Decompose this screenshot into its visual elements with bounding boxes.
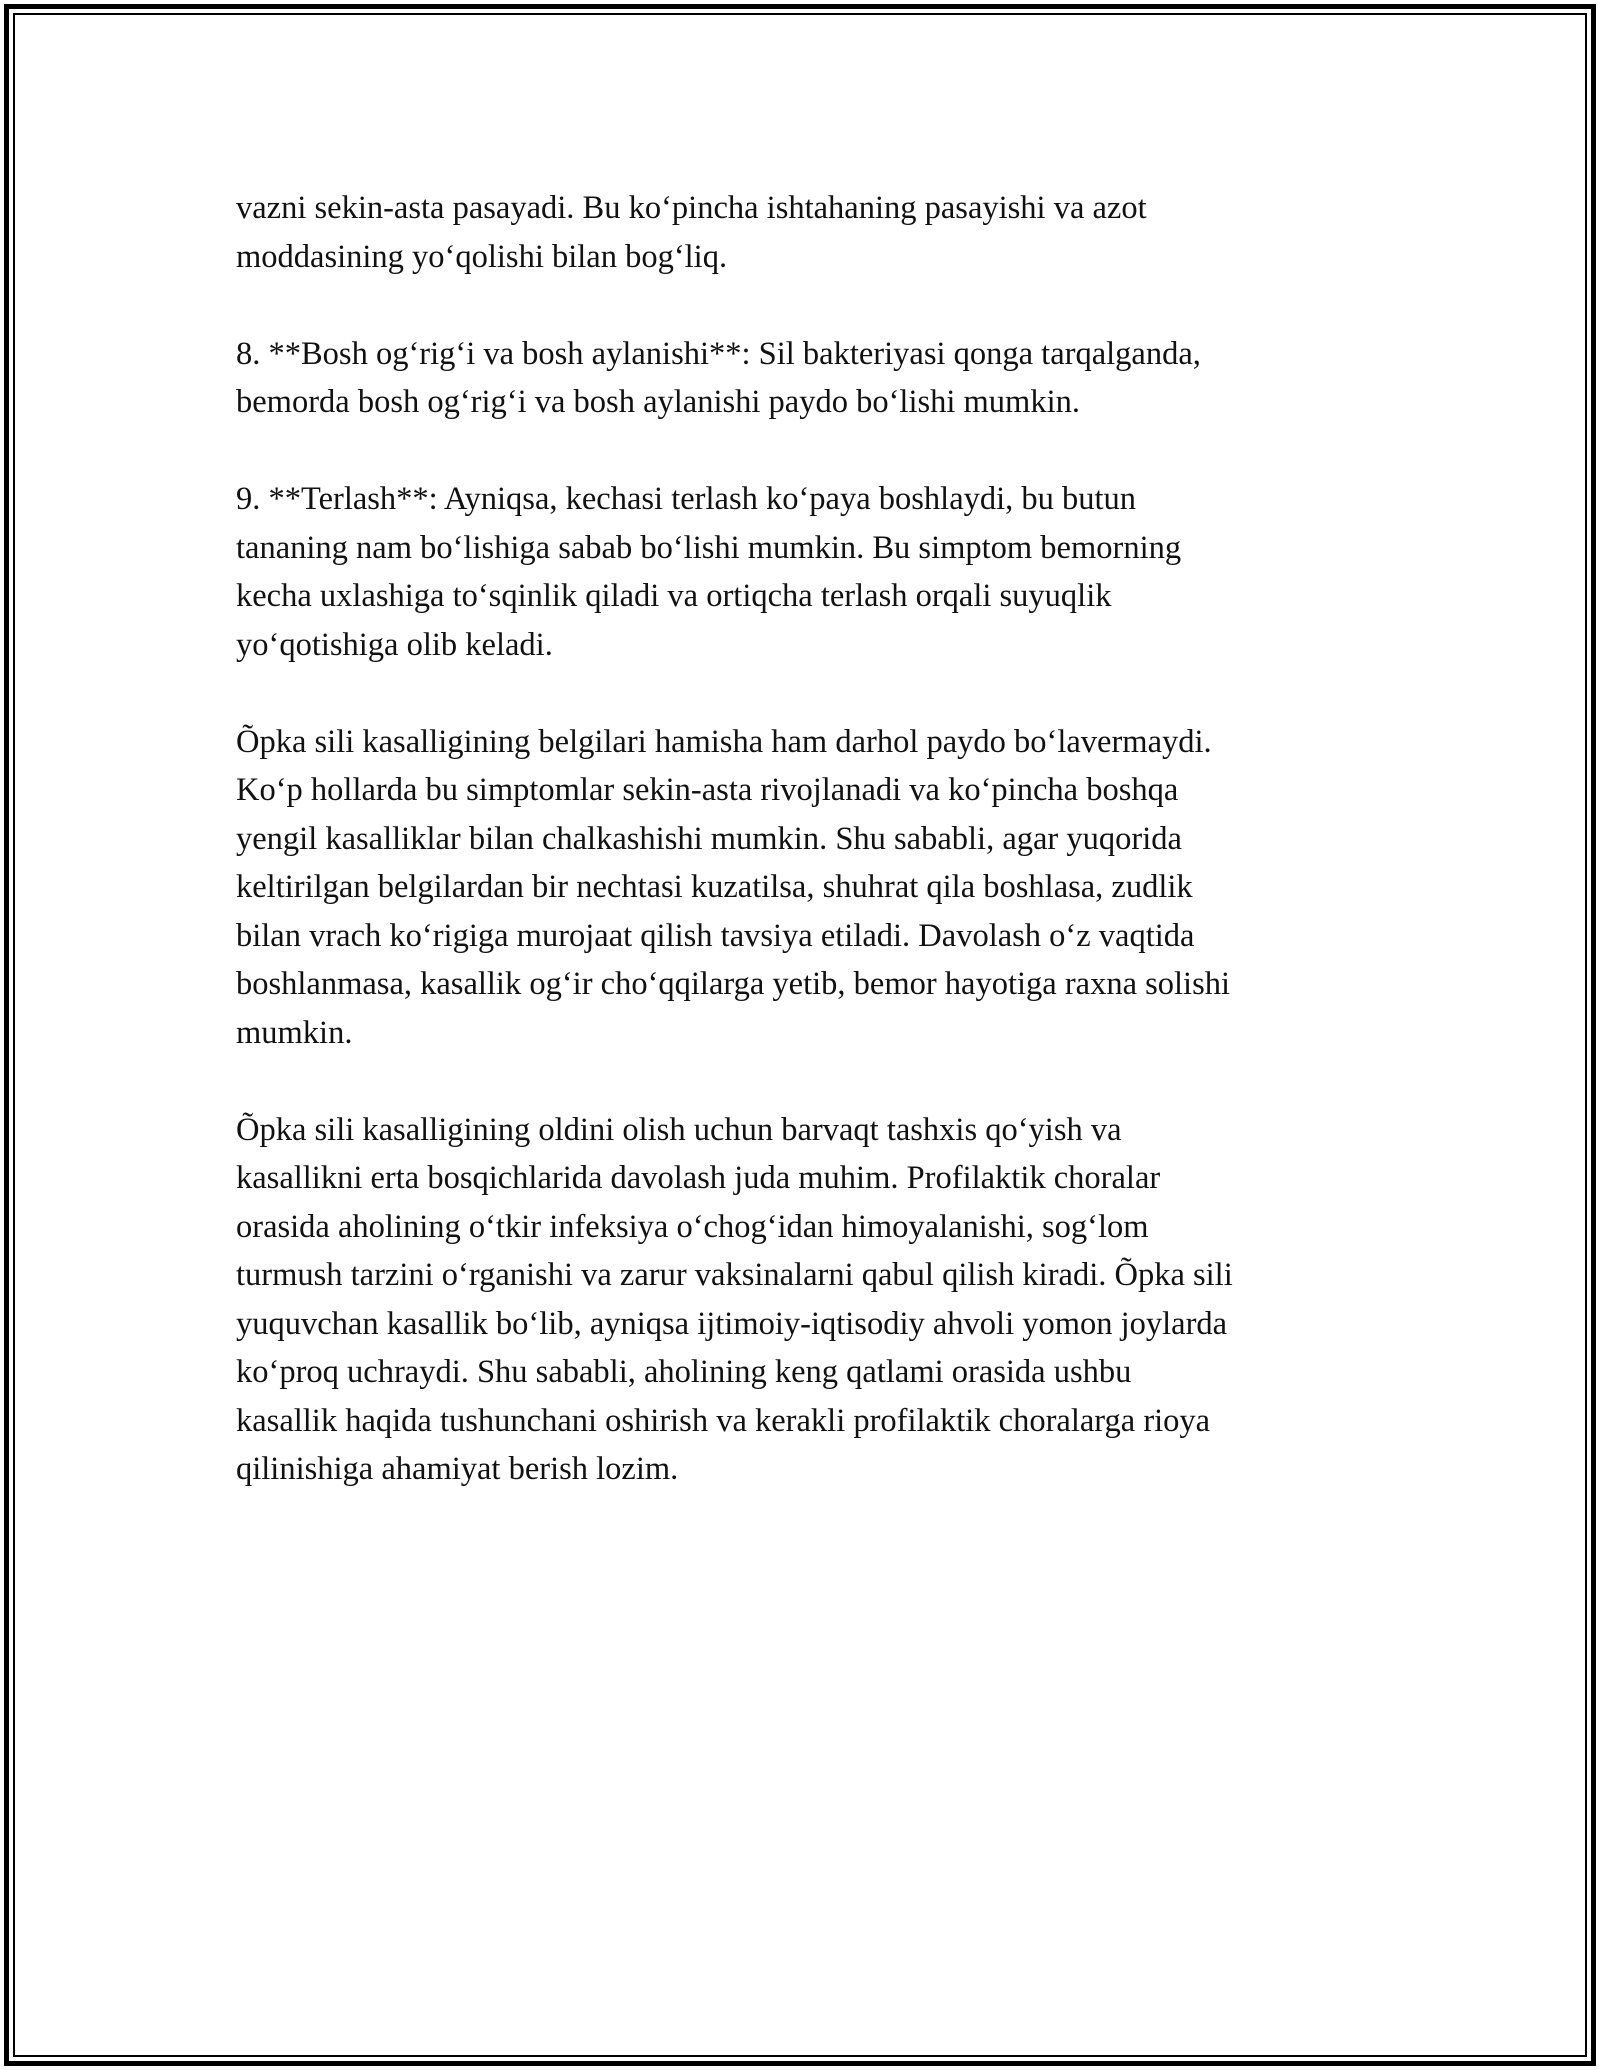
paragraph-sweating: 9. **Terlash**: Ayniqsa, kechasi terlash ko‘paya boshlaydi, bu butun tananing nam bo‘lishiga sabab bo‘lishi mumkin. Bu simptom bemorning kecha uxlashiga to‘sqinlik qiladi va ortiqcha terlash orqali suyuqlik yo‘qotishiga olib keladi.	[236, 481, 1182, 663]
paragraph-prevention: Õpka sili kasalligining oldini olish uchun barvaqt tashxis qo‘yish va kasallikni erta bosqichlarida davolash juda muhim. Profilaktik choralar orasida aholining o‘tkir infeksiya o‘chog‘idan himoyalanishi, sog‘lom turmush tarzini o‘rganishi va zarur vaksinalarni qabul qilish kiradi. Õpka sili yuquvchan kasallik bo‘lib, ayniqsa ijtimoiy-iqtisodiy ahvoli yomon joylarda ko‘proq uchraydi. Shu sababli, aholining keng qatlami orasida ushbu kasallik haqida tushunchani oshirish va kerakli profilaktik choralarga rioya qilinishiga ahamiyat berish lozim.	[236, 1111, 1233, 1487]
document-body	[236, 184, 1396, 1542]
paragraph-weight-loss: vazni sekin-asta pasayadi. Bu ko‘pincha ishtahaning pasayishi va azot moddasining yo‘qolishi bilan bog‘liq.	[236, 190, 1147, 275]
paragraph-headache: 8. **Bosh og‘rig‘i va bosh aylanishi**: Sil bakteriyasi qonga tarqalganda, bemorda bosh og‘rig‘i va bosh aylanishi paydo bo‘lishi mumkin.	[236, 335, 1201, 420]
paragraph-symptoms-onset: Õpka sili kasalligining belgilari hamisha ham darhol paydo bo‘lavermaydi. Ko‘p hollarda bu simptomlar sekin-asta rivojlanadi va ko‘pincha boshqa yengil kasalliklar bilan chalkashishi mumkin. Shu sababli, agar yuqorida keltirilgan belgilardan bir nechtasi kuzatilsa, shuhrat qila boshlasa, zudlik bilan vrach ko‘rigiga murojaat qilish tavsiya etiladi. Davolash o‘z vaqtida boshlanmasa, kasallik og‘ir cho‘qqilarga yetib, bemor hayotiga raxna solishi mumkin.	[236, 723, 1231, 1051]
